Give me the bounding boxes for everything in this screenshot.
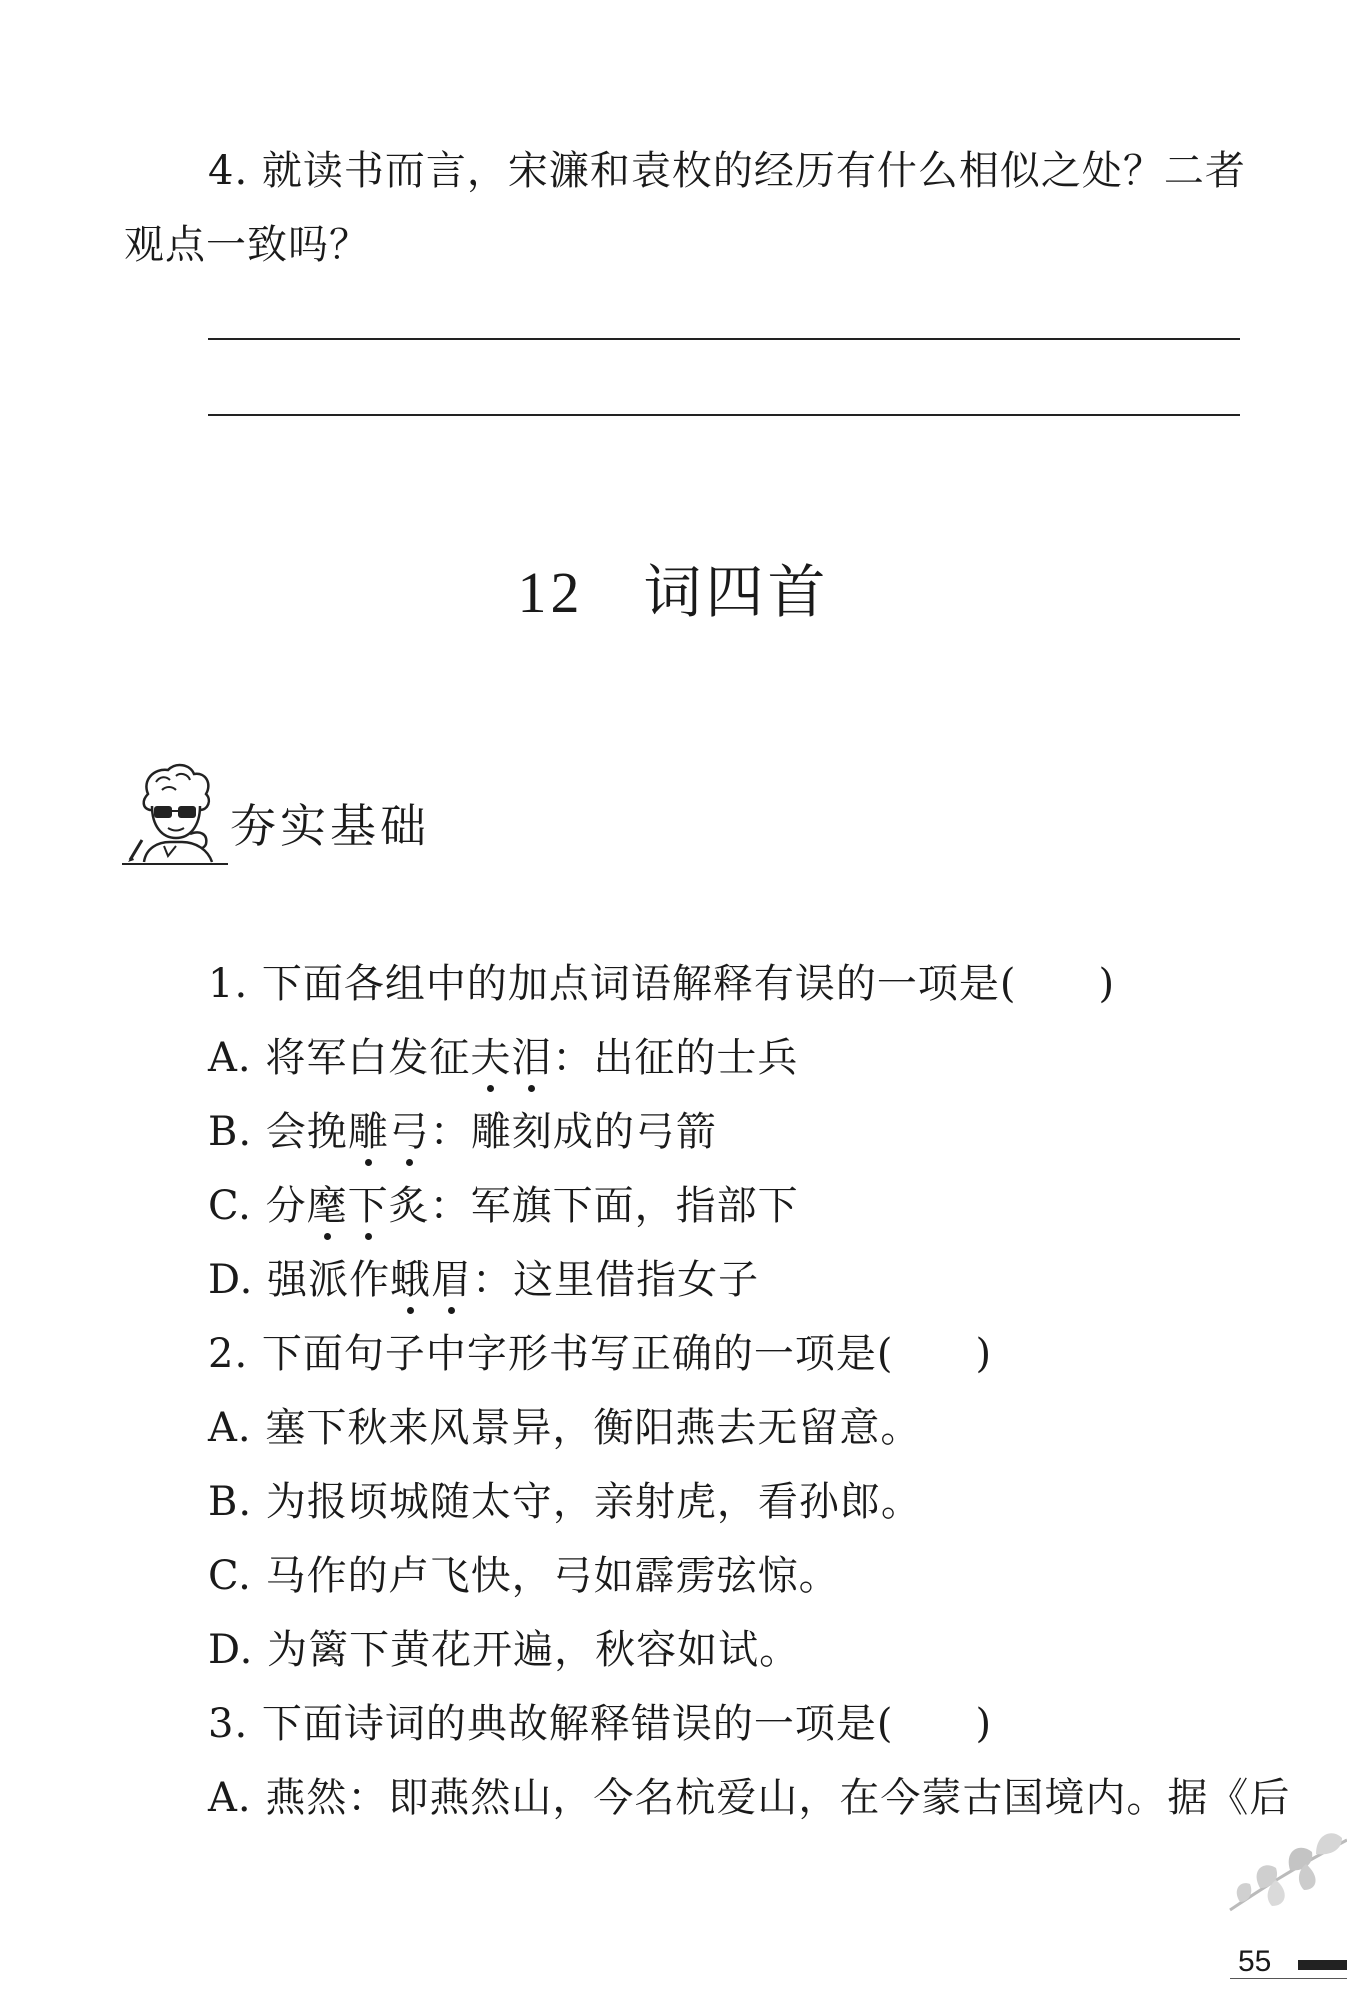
option-text: B. 会挽 bbox=[208, 1109, 348, 1155]
dotted-char: 麾 bbox=[306, 1183, 348, 1229]
q1-option-c[interactable] bbox=[208, 1182, 799, 1230]
q4-line-1: 4. 就读书而言，宋濂和袁枚的经历有什么相似之处？二者 bbox=[208, 148, 1246, 194]
option-text: C. 分 bbox=[208, 1183, 307, 1229]
q2-option-a[interactable]: A. 塞下秋来风景异，衡阳燕去无留意。 bbox=[208, 1405, 922, 1451]
answer-line-2[interactable] bbox=[208, 414, 1240, 416]
page-number: 55 bbox=[1238, 1945, 1272, 1978]
dotted-char: 下 bbox=[347, 1183, 389, 1229]
chapter-heading bbox=[0, 545, 1347, 629]
chapter-number: 12 bbox=[517, 560, 584, 625]
option-text: ：这里借指女子 bbox=[472, 1257, 760, 1303]
q2-option-d[interactable]: D. 为篱下黄花开遍，秋容如试。 bbox=[208, 1627, 801, 1673]
q1-option-a[interactable] bbox=[208, 1034, 798, 1082]
q4-line-2: 观点一致吗？ bbox=[124, 222, 370, 268]
page-number-bar bbox=[1298, 1960, 1347, 1970]
thinking-student-icon bbox=[120, 760, 230, 870]
q2-option-b[interactable]: B. 为报顷城随太守，亲射虎，看孙郎。 bbox=[208, 1479, 922, 1525]
q2-option-c[interactable]: C. 马作的卢飞快，弓如霹雳弦惊。 bbox=[208, 1553, 840, 1599]
option-text: 炙：军旗下面，指部下 bbox=[388, 1183, 799, 1229]
q2-stem: 2. 下面句子中字形书写正确的一项是( ) bbox=[208, 1331, 993, 1377]
dotted-char: 泪 bbox=[511, 1035, 553, 1081]
dotted-char: 雕 bbox=[347, 1109, 389, 1155]
q1-stem: 1. 下面各组中的加点词语解释有误的一项是( ) bbox=[208, 961, 1116, 1007]
dotted-char: 夫 bbox=[470, 1035, 512, 1081]
q1-option-d[interactable] bbox=[208, 1256, 759, 1304]
dotted-char: 眉 bbox=[431, 1257, 473, 1303]
q1-option-b[interactable] bbox=[208, 1108, 717, 1156]
section-header bbox=[120, 760, 460, 870]
q3-option-a[interactable]: A. 燕然：即燕然山，今名杭爱山，在今蒙古国境内。据《后 bbox=[208, 1775, 1291, 1821]
leaf-branch-icon bbox=[1220, 1810, 1347, 1920]
dotted-char: 弓 bbox=[388, 1109, 430, 1155]
option-text: A. 将军白发征 bbox=[208, 1035, 471, 1081]
q3-stem: 3. 下面诗词的典故解释错误的一项是( ) bbox=[208, 1701, 993, 1747]
dotted-char: 蛾 bbox=[390, 1257, 432, 1303]
page-number-rule bbox=[1230, 1978, 1347, 1979]
option-text: D. 强派作 bbox=[208, 1257, 391, 1303]
chapter-title: 词四首 bbox=[643, 558, 830, 626]
option-text: ：雕刻成的弓箭 bbox=[429, 1109, 717, 1155]
answer-line-1[interactable] bbox=[208, 338, 1240, 340]
section-label: 夯实基础 bbox=[230, 799, 430, 853]
option-text: ：出征的士兵 bbox=[552, 1035, 799, 1081]
